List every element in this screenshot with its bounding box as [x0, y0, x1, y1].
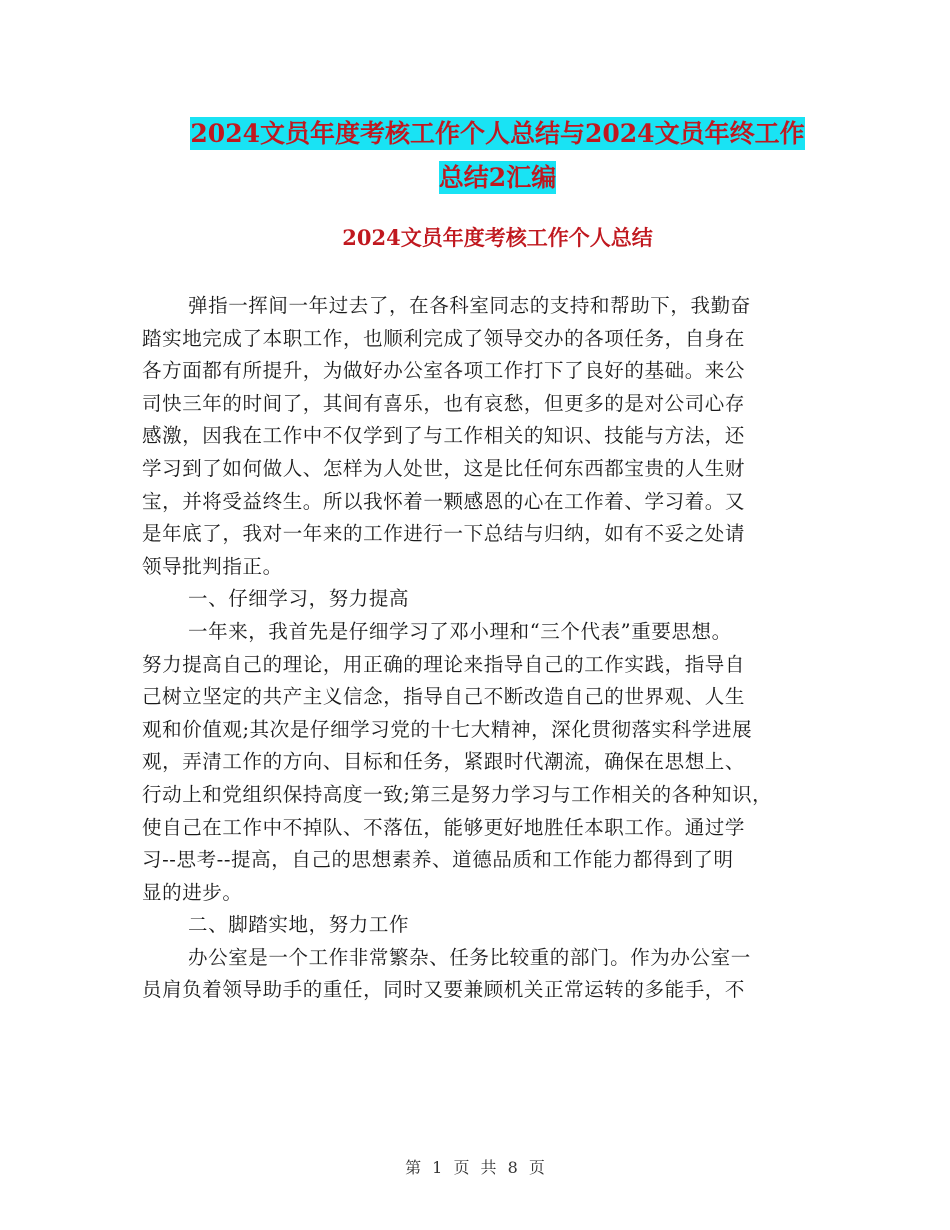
text-line: 宝，并将受益终生。所以我怀着一颗感恩的心在工作着、学习着。又 [142, 489, 746, 513]
text-line: 办公室是一个工作非常繁杂、任务比较重的部门。作为办公室一 [188, 945, 751, 969]
text-line: 踏实地完成了本职工作，也顺利完成了领导交办的各项任务，自身在 [142, 326, 746, 350]
paragraph [142, 942, 822, 1007]
text-line: 习--思考--提高，自己的思想素养、道德品质和工作能力都得到了明 [142, 848, 734, 872]
text-line: 努力提高自己的理论，用正确的理论来指导自己的工作实践，指导自 [142, 652, 746, 676]
text-line: 观和价值观;其次是仔细学习党的十七大精神，深化贯彻落实科学进展 [142, 717, 753, 741]
subheading-text: 二、脚踏实地，努力工作 [188, 913, 410, 937]
text-line: 观，弄清工作的方向、目标和任务，紧跟时代潮流，确保在思想上、 [142, 750, 746, 774]
document-title-line-1: 2024文员年度考核工作个人总结与2024文员年终工作 [190, 119, 805, 148]
paragraph [142, 290, 822, 583]
text-line: 使自己在工作中不掉队、不落伍，能够更好地胜任本职工作。通过学 [142, 815, 746, 839]
text-line: 弹指一挥间一年过去了，在各科室同志的支持和帮助下，我勤奋 [188, 294, 751, 317]
document-title-line-2: 总结2汇编 [438, 163, 557, 192]
text-line: 员肩负着领导助手的重任，同时又要兼顾机关正常运转的多能手，不 [142, 978, 746, 1002]
section-title: 2024文员年度考核工作个人总结 [342, 225, 653, 250]
text-line: 一年来，我首先是仔细学习了邓小理和“三个代表”重要思想。 [188, 619, 732, 643]
paragraph [142, 616, 822, 909]
text-line: 感激，因我在工作中不仅学到了与工作相关的知识、技能与方法，还 [142, 424, 746, 448]
text-line: 领导批判指正。 [142, 554, 283, 578]
text-line: 各方面都有所提升，为做好办公室各项工作打下了良好的基础。来公 [142, 359, 746, 383]
document-title [140, 112, 855, 200]
subheading [142, 909, 822, 942]
page-footer: 第 1 页 共 8 页 [405, 1158, 545, 1177]
document-body [142, 290, 822, 1007]
text-line: 是年底了，我对一年来的工作进行一下总结与归纳，如有不妥之处请 [142, 522, 746, 546]
text-line: 学习到了如何做人、怎样为人处世，这是比任何东西都宝贵的人生财 [142, 456, 746, 480]
text-line: 己树立坚定的共产主义信念，指导自己不断改造自己的世界观、人生 [142, 685, 746, 709]
text-line: 司快三年的时间了，其间有喜乐，也有哀愁，但更多的是对公司心存 [142, 391, 746, 415]
subheading [142, 583, 822, 616]
text-line: 行动上和党组织保持高度一致;第三是努力学习与工作相关的各种知识， [142, 782, 773, 806]
subheading-text: 一、仔细学习，努力提高 [188, 587, 410, 611]
text-line: 显的进步。 [142, 880, 243, 904]
